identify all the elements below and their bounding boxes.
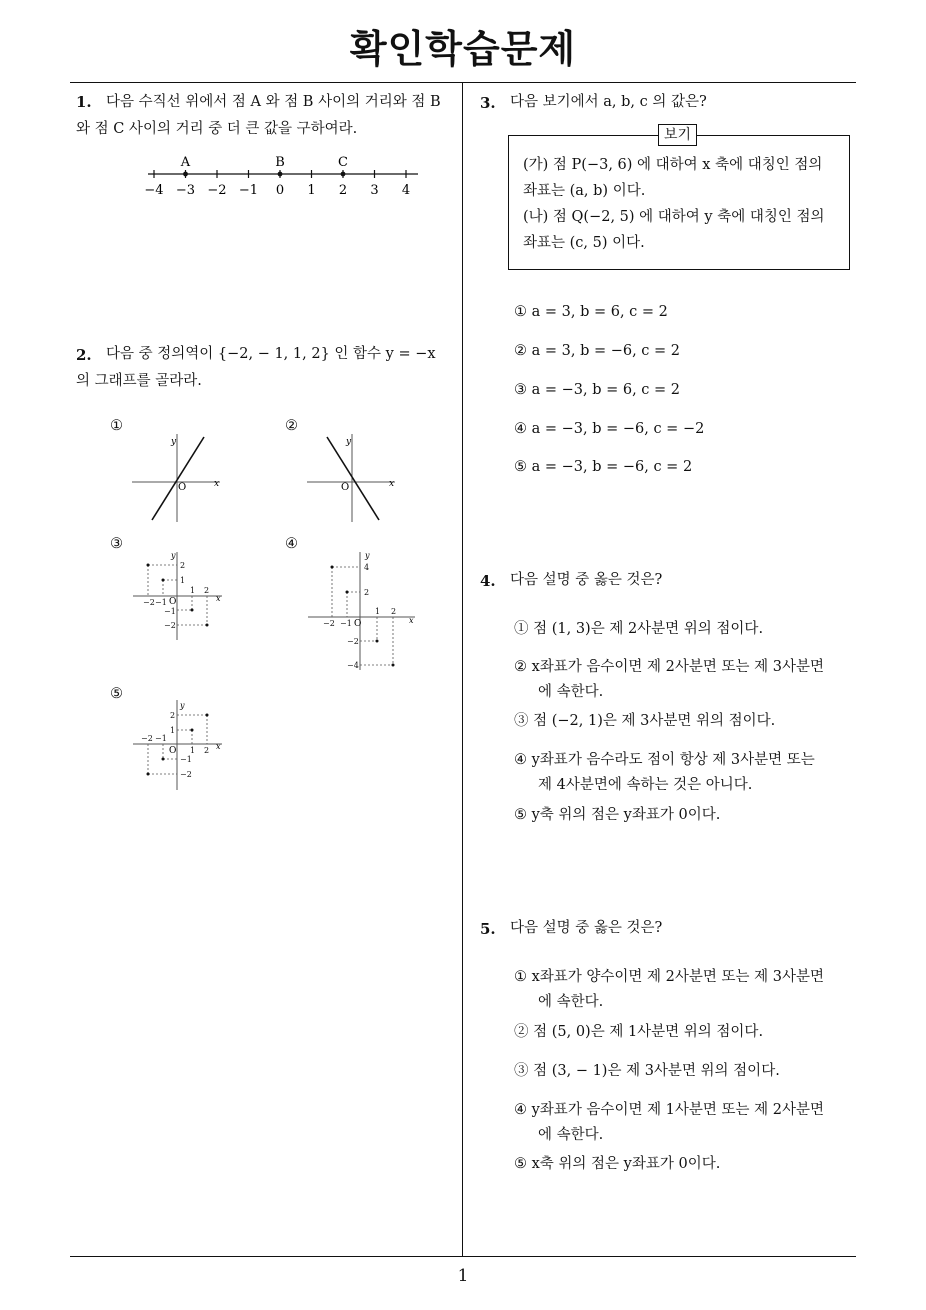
axis-label-x: x bbox=[389, 479, 395, 489]
svg-text:1: 1 bbox=[170, 726, 176, 735]
svg-text:2: 2 bbox=[391, 607, 397, 616]
number-line-point-label: B bbox=[275, 155, 285, 170]
number-line-point-label: C bbox=[338, 155, 348, 170]
option-line: ③ 점 (3, − 1)은 제 3사분면 위의 점이다. bbox=[514, 1063, 780, 1079]
axis-label-y: y bbox=[171, 551, 176, 560]
question-text: 다음 중 정의역이 {−2, − 1, 1, 2} 인 함수 y = −x bbox=[106, 346, 436, 362]
origin-label: O bbox=[169, 597, 177, 607]
svg-text:1: 1 bbox=[375, 607, 381, 616]
example-line: 좌표는 (a, b) 이다. bbox=[523, 183, 646, 199]
number-line-tick-label: 1 bbox=[307, 183, 316, 198]
answer-option-1[interactable] bbox=[514, 965, 824, 1015]
question-number: 3. bbox=[480, 94, 496, 112]
question-number: 2. bbox=[76, 346, 92, 364]
axis-label-y: y bbox=[365, 551, 370, 560]
svg-text:2: 2 bbox=[170, 711, 176, 720]
page-title: 확인학습문제 bbox=[349, 27, 577, 71]
axis-label-x: x bbox=[216, 742, 221, 751]
question-text: 의 그래프를 골라라. bbox=[76, 373, 202, 389]
number-line bbox=[140, 148, 430, 204]
example-line: (가) 점 P(−3, 6) 에 대하여 x 축에 대칭인 점의 bbox=[523, 157, 823, 173]
number-line-point bbox=[278, 172, 283, 177]
svg-text:−1: −1 bbox=[340, 619, 352, 628]
graph-option-2[interactable] bbox=[305, 430, 400, 525]
page-number: 1 bbox=[457, 1266, 469, 1286]
option-line: 에 속한다. bbox=[538, 1127, 604, 1143]
svg-text:4: 4 bbox=[364, 563, 370, 572]
origin-label: O bbox=[354, 619, 362, 629]
number-line-tick-label: 4 bbox=[401, 183, 411, 198]
bottom-rule bbox=[70, 1256, 856, 1257]
answer-option-2[interactable]: ② a = 3, b = −6, c = 2 bbox=[514, 343, 681, 359]
option-line: ① x좌표가 양수이면 제 2사분면 또는 제 3사분면 bbox=[514, 969, 825, 985]
svg-text:−2: −2 bbox=[323, 619, 335, 628]
number-line-point-label: A bbox=[180, 155, 191, 170]
axis-label-x: x bbox=[409, 616, 414, 625]
answer-option-4[interactable]: ④ a = −3, b = −6, c = −2 bbox=[514, 421, 705, 437]
svg-text:−2: −2 bbox=[347, 637, 359, 646]
svg-text:−2: −2 bbox=[164, 621, 176, 630]
svg-text:2: 2 bbox=[204, 746, 210, 755]
number-line-tick-label: 2 bbox=[338, 183, 348, 198]
top-rule bbox=[70, 82, 856, 83]
option-line: ② x좌표가 음수이면 제 2사분면 또는 제 3사분면 bbox=[514, 659, 825, 675]
number-line-point bbox=[183, 172, 188, 177]
svg-text:2: 2 bbox=[204, 586, 210, 595]
svg-text:1: 1 bbox=[190, 586, 196, 595]
svg-text:1: 1 bbox=[180, 576, 186, 585]
answer-option-1[interactable] bbox=[514, 617, 763, 642]
example-box bbox=[508, 135, 850, 270]
answer-option-3[interactable]: ③ a = −3, b = 6, c = 2 bbox=[514, 382, 681, 398]
svg-text:−1: −1 bbox=[180, 755, 192, 764]
column-divider bbox=[462, 82, 463, 1256]
svg-text:2: 2 bbox=[364, 588, 370, 597]
option-line: ⑤ y축 위의 점은 y좌표가 0이다. bbox=[514, 807, 721, 823]
option-marker[interactable]: ③ bbox=[110, 536, 123, 552]
answer-option-5[interactable] bbox=[514, 803, 720, 828]
question-number: 4. bbox=[480, 572, 496, 590]
svg-text:−4: −4 bbox=[347, 661, 359, 670]
option-line: 제 4사분면에 속하는 것은 아니다. bbox=[538, 777, 753, 793]
graph-option-3[interactable] bbox=[130, 548, 230, 643]
origin-label: O bbox=[178, 482, 187, 493]
option-marker[interactable]: ① bbox=[110, 418, 123, 434]
example-box-label: 보기 bbox=[658, 124, 697, 146]
axis-label-y: y bbox=[346, 437, 352, 447]
axis-label-y: y bbox=[180, 701, 185, 710]
question-number: 5. bbox=[480, 920, 496, 938]
answer-option-5[interactable]: ⑤ a = −3, b = −6, c = 2 bbox=[514, 459, 693, 475]
answer-option-5[interactable] bbox=[514, 1152, 720, 1177]
option-line: ② 점 (5, 0)은 제 1사분면 위의 점이다. bbox=[514, 1024, 764, 1040]
number-line-point bbox=[341, 172, 346, 177]
number-line-tick-label: −4 bbox=[144, 183, 164, 198]
svg-text:1: 1 bbox=[190, 746, 196, 755]
option-line: 에 속한다. bbox=[538, 994, 604, 1010]
option-line: ⑤ x축 위의 점은 y좌표가 0이다. bbox=[514, 1156, 721, 1172]
option-line: ④ y좌표가 음수이면 제 1사분면 또는 제 2사분면 bbox=[514, 1102, 825, 1118]
answer-option-1[interactable]: ① a = 3, b = 6, c = 2 bbox=[514, 304, 668, 320]
number-line-tick-label: −1 bbox=[238, 183, 259, 198]
svg-text:−2: −2 bbox=[180, 770, 192, 779]
graph-option-1[interactable] bbox=[130, 430, 225, 525]
origin-label: O bbox=[341, 482, 350, 493]
axis-label-x: x bbox=[216, 594, 221, 603]
svg-text:−2: −2 bbox=[141, 734, 153, 743]
answer-option-3[interactable] bbox=[514, 1059, 780, 1084]
axis-label-y: y bbox=[171, 437, 177, 447]
answer-option-4[interactable] bbox=[514, 748, 815, 798]
svg-text:−2: −2 bbox=[143, 598, 155, 607]
axis-label-x: x bbox=[214, 479, 220, 489]
option-marker[interactable]: ④ bbox=[285, 536, 298, 552]
origin-label: O bbox=[169, 746, 177, 756]
answer-option-4[interactable] bbox=[514, 1098, 824, 1148]
answer-option-2[interactable] bbox=[514, 1020, 763, 1045]
example-line: (나) 점 Q(−2, 5) 에 대하여 y 축에 대칭인 점의 bbox=[523, 209, 825, 225]
question-text: 다음 설명 중 옳은 것은? bbox=[510, 920, 663, 936]
example-line: 좌표는 (c, 5) 이다. bbox=[523, 235, 645, 251]
question-text: 다음 보기에서 a, b, c 의 값은? bbox=[510, 94, 707, 110]
svg-text:−1: −1 bbox=[155, 734, 167, 743]
graph-option-5[interactable] bbox=[130, 698, 230, 793]
svg-text:−1: −1 bbox=[155, 598, 167, 607]
question-number: 1. bbox=[76, 93, 92, 111]
option-line: ④ y좌표가 음수라도 점이 항상 제 3사분면 또는 bbox=[514, 752, 815, 768]
question-text: 와 점 C 사이의 거리 중 더 큰 값을 구하여라. bbox=[76, 121, 358, 137]
number-line-tick-label: 3 bbox=[370, 183, 379, 198]
option-line: 에 속한다. bbox=[538, 684, 604, 700]
svg-text:−1: −1 bbox=[164, 607, 176, 616]
number-line-tick-label: 0 bbox=[275, 183, 285, 198]
option-marker[interactable]: ⑤ bbox=[110, 686, 123, 702]
svg-text:2: 2 bbox=[180, 561, 186, 570]
number-line-tick-label: −3 bbox=[175, 183, 196, 198]
question-text: 다음 수직선 위에서 점 A 와 점 B 사이의 거리와 점 B bbox=[106, 94, 441, 110]
number-line-tick-label: −2 bbox=[207, 183, 227, 198]
option-line: ① 점 (1, 3)은 제 2사분면 위의 점이다. bbox=[514, 621, 764, 637]
graph-option-4[interactable] bbox=[305, 548, 420, 673]
answer-option-3[interactable] bbox=[514, 709, 775, 734]
question-text: 다음 설명 중 옳은 것은? bbox=[510, 572, 663, 588]
answer-option-2[interactable] bbox=[514, 655, 824, 705]
option-marker[interactable]: ② bbox=[285, 418, 298, 434]
option-line: ③ 점 (−2, 1)은 제 3사분면 위의 점이다. bbox=[514, 713, 776, 729]
